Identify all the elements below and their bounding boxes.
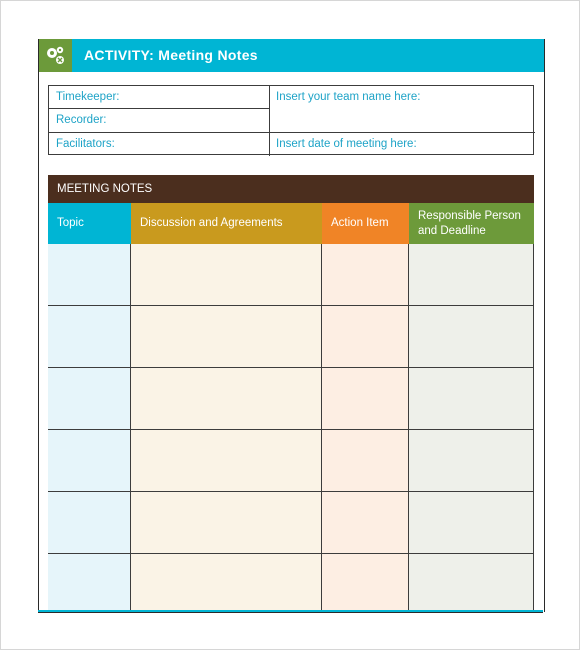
notes-cell[interactable] xyxy=(131,244,322,306)
notes-cell[interactable] xyxy=(131,554,322,612)
notes-cell[interactable] xyxy=(48,368,131,430)
notes-cell[interactable] xyxy=(131,492,322,554)
activity-header xyxy=(39,39,544,72)
notes-cell[interactable] xyxy=(409,430,534,492)
notes-cell[interactable] xyxy=(322,554,409,612)
notes-cell[interactable] xyxy=(48,492,131,554)
notes-cell[interactable] xyxy=(409,368,534,430)
page-title: ACTIVITY: Meeting Notes xyxy=(84,47,258,63)
column-header-topic xyxy=(48,203,131,244)
notes-cell[interactable] xyxy=(409,554,534,612)
column-header-label: Discussion and Agreements xyxy=(140,217,283,229)
team-name-label: Insert your team name here: xyxy=(276,91,421,103)
notes-cell[interactable] xyxy=(409,492,534,554)
notes-cell[interactable] xyxy=(322,430,409,492)
meeting-notes-header xyxy=(48,175,534,203)
meeting-notes-title: MEETING NOTES xyxy=(57,183,153,195)
notes-cell[interactable] xyxy=(131,368,322,430)
notes-cell[interactable] xyxy=(322,492,409,554)
notes-cell[interactable] xyxy=(322,244,409,306)
column-header-label: Topic xyxy=(57,217,84,229)
notes-cell[interactable] xyxy=(131,306,322,368)
notes-cell[interactable] xyxy=(48,430,131,492)
gears-icon xyxy=(39,39,72,72)
column-header-discussion xyxy=(131,203,322,244)
notes-cell[interactable] xyxy=(48,306,131,368)
notes-cell[interactable] xyxy=(409,244,534,306)
column-header-action-item xyxy=(322,203,409,244)
timekeeper-label: Timekeeper: xyxy=(56,91,120,103)
notes-cell[interactable] xyxy=(409,306,534,368)
info-divider xyxy=(269,86,270,156)
column-header-label: Action Item xyxy=(331,217,389,229)
notes-cell[interactable] xyxy=(48,554,131,612)
notes-cell[interactable] xyxy=(322,368,409,430)
info-divider xyxy=(49,132,535,133)
notes-cell[interactable] xyxy=(322,306,409,368)
notes-cell[interactable] xyxy=(48,244,131,306)
notes-cell[interactable] xyxy=(131,430,322,492)
meeting-notes-grid xyxy=(48,244,534,612)
bottom-border-line xyxy=(38,612,543,613)
facilitators-label: Facilitators: xyxy=(56,138,115,150)
meeting-date-label: Insert date of meeting here: xyxy=(276,138,417,150)
meeting-info-table xyxy=(48,85,534,155)
column-header-responsible xyxy=(409,203,534,244)
column-header-label: Responsible Person and Deadline xyxy=(418,210,521,237)
info-divider xyxy=(49,108,269,109)
recorder-label: Recorder: xyxy=(56,114,107,126)
activity-document xyxy=(38,39,545,612)
